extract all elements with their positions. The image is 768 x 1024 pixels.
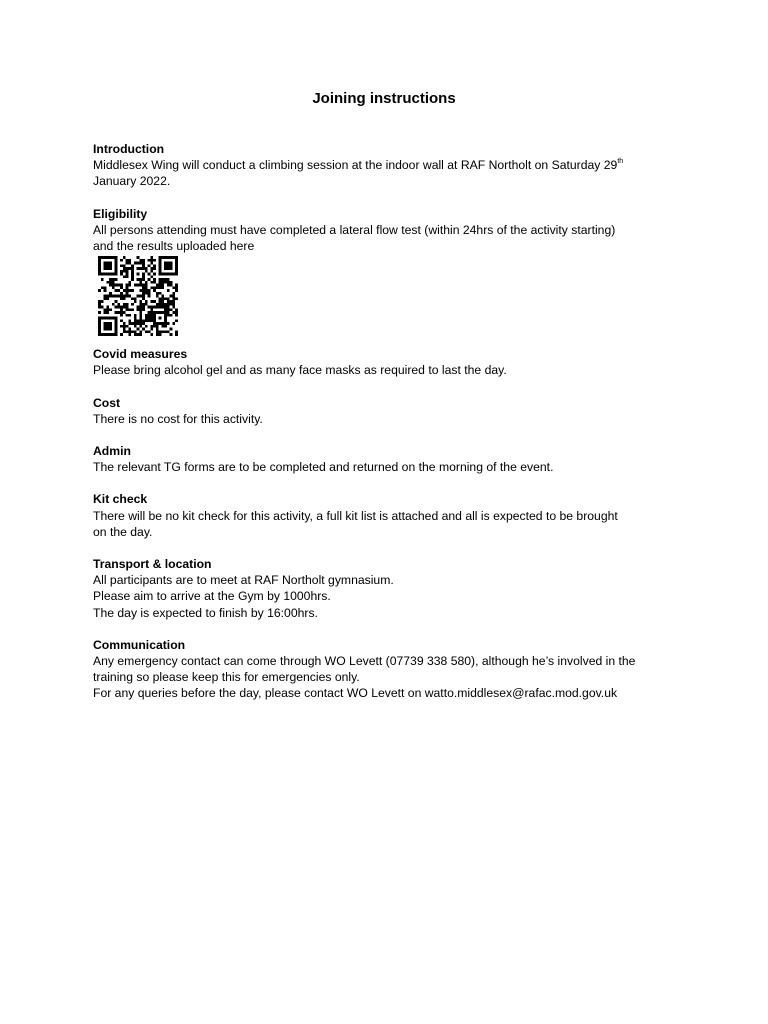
cost-line1: There is no cost for this activity. [93,411,263,426]
introduction-text: Middlesex Wing will conduct a climbing session at the indoor wall at RAF Northolt on Saturday 29 [93,158,618,173]
kit-check-line2: on the day. [93,524,153,539]
document-title: Joining instructions [312,90,456,107]
covid-heading: Covid measures [93,347,188,362]
date-ordinal-suffix: th [617,158,624,166]
communication-line2: training so please keep this for emergencies only. [93,670,360,685]
section-communication [93,637,673,702]
cost-heading: Cost [93,395,121,410]
eligibility-heading: Eligibility [93,206,148,221]
communication-heading: Communication [93,637,186,652]
kit-check-heading: Kit check [93,492,148,507]
eligibility-line2: and the results uploaded here [93,239,255,254]
section-kit-check [93,491,673,540]
section-transport-location [93,556,673,621]
communication-line3[interactable]: For any queries before the day, please contact WO Levett on watto.middlesex@rafac.mod.gov.uk [93,686,618,701]
eligibility-line1: All persons attending must have completed a lateral flow test (within 24hrs of the activity starting) [93,222,616,237]
document-body [93,141,673,718]
introduction-heading: Introduction [93,142,165,156]
transport-line1: All participants are to meet at RAF Northolt gymnasium. [93,573,394,588]
introduction-text-line1 [93,157,673,173]
covid-line1: Please bring alcohol gel and as many face masks as required to last the day. [93,363,507,378]
transport-line3: The day is expected to finish by 16:00hrs. [93,605,318,620]
section-admin [93,443,673,475]
admin-heading: Admin [93,444,131,459]
transport-line2: Please aim to arrive at the Gym by 1000hrs. [93,589,331,604]
introduction-text-line2: January 2022. [93,174,171,189]
transport-heading: Transport & location [93,557,212,572]
section-eligibility [93,206,673,337]
qr-code-icon[interactable] [95,256,181,336]
kit-check-line1: There will be no kit check for this activity, a full kit list is attached and all is expected to be brought [93,508,618,523]
communication-line1: Any emergency contact can come through WO Levett (07739 338 580), although he’s involved in the [93,654,636,669]
admin-line1: The relevant TG forms are to be completed and returned on the morning of the event. [93,460,554,475]
section-introduction [93,141,673,190]
section-covid-measures [93,346,673,378]
section-cost [93,395,673,427]
